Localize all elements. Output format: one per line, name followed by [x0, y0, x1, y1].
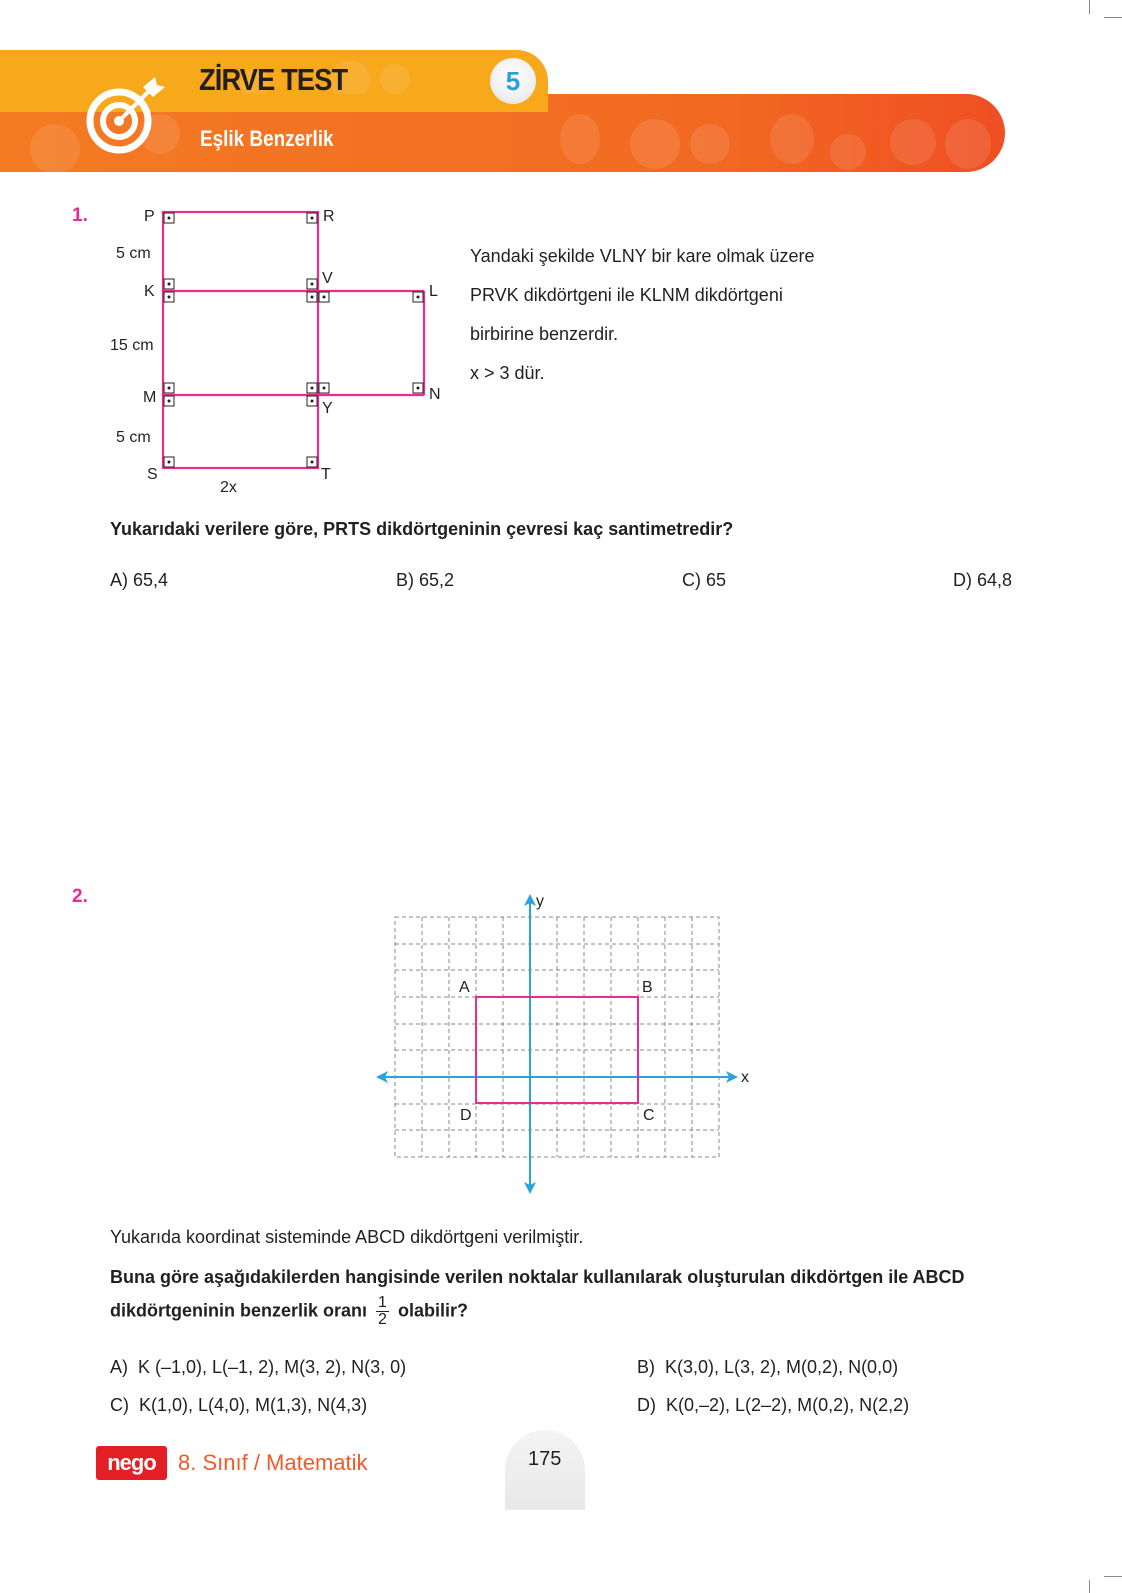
given-line: birbirine benzerdir. [470, 324, 619, 344]
test-number-badge: 5 [490, 58, 536, 104]
vertex-label-a: A [459, 979, 470, 996]
choice-text: K(0,–2), L(2–2), M(0,2), N(2,2) [666, 1395, 910, 1415]
choice-d[interactable] [637, 1395, 909, 1416]
vertex-label-d: D [460, 1107, 472, 1124]
x-axis-label: x [741, 1069, 749, 1086]
length-label-km: 15 cm [110, 337, 154, 354]
point-label-l: L [429, 283, 438, 300]
choice-text: 65 [706, 570, 727, 590]
point-label-k: K [144, 283, 155, 300]
test-subtitle: Eşlik Benzerlik [200, 126, 334, 151]
page-number: 175 [528, 1448, 562, 1470]
vertex-label-c: C [643, 1107, 655, 1124]
length-label-pk: 5 cm [116, 245, 151, 262]
test-title: ZİRVE TEST [199, 62, 348, 97]
choice-b[interactable] [637, 1357, 898, 1378]
choice-text: K(1,0), L(4,0), M(1,3), N(4,3) [139, 1395, 368, 1415]
choice-a[interactable] [110, 1357, 406, 1378]
course-label: 8. Sınıf / Matematik [178, 1450, 368, 1475]
fraction-one-half [376, 1295, 389, 1328]
choice-letter: C) [110, 1395, 129, 1415]
vertex-label-b: B [642, 979, 653, 996]
point-label-p: P [144, 208, 155, 225]
given-line: PRVK dikdörtgeni ile KLNM dikdörtgeni [470, 285, 783, 305]
given-line: x > 3 dür. [470, 363, 545, 383]
choice-letter: D) [637, 1395, 656, 1415]
choice-letter: B) [637, 1357, 655, 1377]
choice-text: 64,8 [977, 570, 1013, 590]
choice-letter: A) [110, 1357, 128, 1377]
choice-c[interactable] [110, 1395, 367, 1416]
point-label-r: R [323, 208, 335, 225]
choice-text: K (–1,0), L(–1, 2), M(3, 2), N(3, 0) [138, 1357, 407, 1377]
choice-letter: D) [953, 570, 972, 590]
question-2-prompt-line2 [110, 1295, 468, 1328]
choice-letter: B) [396, 570, 414, 590]
choice-letter: A) [110, 570, 128, 590]
point-label-v: V [322, 270, 333, 287]
fraction-numerator: 1 [378, 1294, 387, 1311]
y-axis-label: y [536, 893, 544, 910]
question-1-prompt: Yukarıdaki verilere göre, PRTS dikdörtgeninin çevresi kaç santimetredir? [110, 519, 734, 539]
choice-text: 65,4 [133, 570, 169, 590]
prompt-text: olabilir? [397, 1300, 468, 1321]
length-label-st: 2x [220, 479, 237, 496]
point-label-n: N [429, 386, 441, 403]
choice-letter: C) [682, 570, 701, 590]
prompt-text: dikdörtgeninin benzerlik oranı [110, 1300, 368, 1321]
choice-text: K(3,0), L(3, 2), M(0,2), N(0,0) [665, 1357, 899, 1377]
point-label-t: T [321, 466, 331, 483]
question-2-prompt-line1: Buna göre aşağıdakilerden hangisinde verilen noktalar kullanılarak oluşturulan dikdörtgen ile ABCD [110, 1267, 965, 1287]
crop-mark [1089, 1580, 1090, 1593]
point-label-m: M [143, 389, 157, 406]
fraction-denominator: 2 [378, 1311, 387, 1328]
publisher-logo: nego [96, 1446, 167, 1480]
length-label-ms: 5 cm [116, 429, 151, 446]
point-label-y: Y [322, 400, 333, 417]
point-label-s: S [147, 466, 158, 483]
choice-text: 65,2 [419, 570, 455, 590]
question-2-number: 2. [72, 886, 88, 907]
question-1-number: 1. [72, 205, 88, 226]
given-line: Yandaki şekilde VLNY bir kare olmak üzere [470, 246, 815, 266]
question-2-intro: Yukarıda koordinat sisteminde ABCD dikdörtgeni verilmiştir. [110, 1227, 584, 1247]
crop-mark [1104, 1576, 1122, 1577]
